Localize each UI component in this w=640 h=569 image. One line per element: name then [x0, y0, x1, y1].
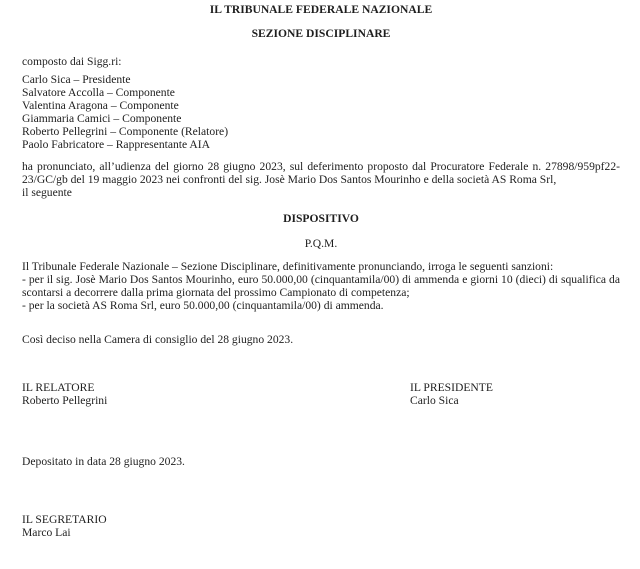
signature-relatore-role: IL RELATORE	[22, 381, 95, 394]
panel-member-presidente: Carlo Sica – Presidente	[22, 73, 131, 86]
decision-date-line: Così deciso nella Camera di consiglio del 28 giugno 2023.	[22, 333, 294, 346]
panel-member-componente-3: Giammaria Camici – Componente	[22, 112, 182, 125]
signature-segretario-role: IL SEGRETARIO	[22, 513, 107, 526]
pronouncement-line-1: ha pronunciato, all’udienza del giorno 28 giugno 2023, sul deferimento proposto dal Procuratore Federale n. 27898/959pf22-	[22, 160, 620, 173]
signature-presidente-role: IL PRESIDENTE	[410, 381, 493, 394]
deposit-date-line: Depositato in data 28 giugno 2023.	[22, 455, 185, 468]
pqm-heading: P.Q.M.	[304, 237, 338, 250]
document-title: IL TRIBUNALE FEDERALE NAZIONALE	[209, 3, 433, 16]
signature-presidente-name: Carlo Sica	[410, 394, 459, 407]
signature-relatore	[22, 381, 410, 407]
document-subtitle: SEZIONE DISCIPLINARE	[251, 27, 391, 40]
signature-presidente	[410, 381, 620, 407]
composition-intro: composto dai Sigg.ri:	[22, 55, 122, 68]
pronouncement-line-3: il seguente	[22, 186, 72, 199]
signature-relatore-name: Roberto Pellegrini	[22, 394, 108, 407]
dispositivo-heading: DISPOSITIVO	[283, 212, 359, 225]
pronouncement-line-2: 23/GC/gb del 19 maggio 2023 nei confronti del sig. Josè Mario Dos Santos Mourinho e della società AS Roma Srl,	[22, 173, 557, 186]
pronouncement-paragraph	[22, 160, 620, 199]
panel-member-componente-1: Salvatore Accolla – Componente	[22, 86, 175, 99]
ruling-intro: Il Tribunale Federale Nazionale – Sezione Disciplinare, definitivamente pronunciando, irroga le seguenti sanzioni:	[22, 260, 554, 273]
panel-member-relatore: Roberto Pellegrini – Componente (Relatore)	[22, 125, 229, 138]
sanction-as-roma: - per la società AS Roma Srl, euro 50.000,00 (cinquantamila/00) di ammenda.	[22, 299, 384, 312]
signature-segretario	[22, 513, 620, 539]
sanction-mourinho-line-2: scontarsi a decorrere dalla prima giornata del prossimo Campionato di competenza;	[22, 286, 410, 299]
signatures-row	[22, 381, 620, 407]
panel-member-rappresentante-aia: Paolo Fabricatore – Rappresentante AIA	[22, 138, 211, 151]
sanction-mourinho-line-1: - per il sig. Josè Mario Dos Santos Mourinho, euro 50.000,00 (cinquantamila/00) di ammenda e giorni 10 (dieci) di squalifica da	[22, 273, 620, 286]
signature-segretario-name: Marco Lai	[22, 526, 71, 539]
panel-members-list	[22, 73, 620, 151]
ruling-paragraph	[22, 260, 620, 312]
panel-member-componente-2: Valentina Aragona – Componente	[22, 99, 179, 112]
